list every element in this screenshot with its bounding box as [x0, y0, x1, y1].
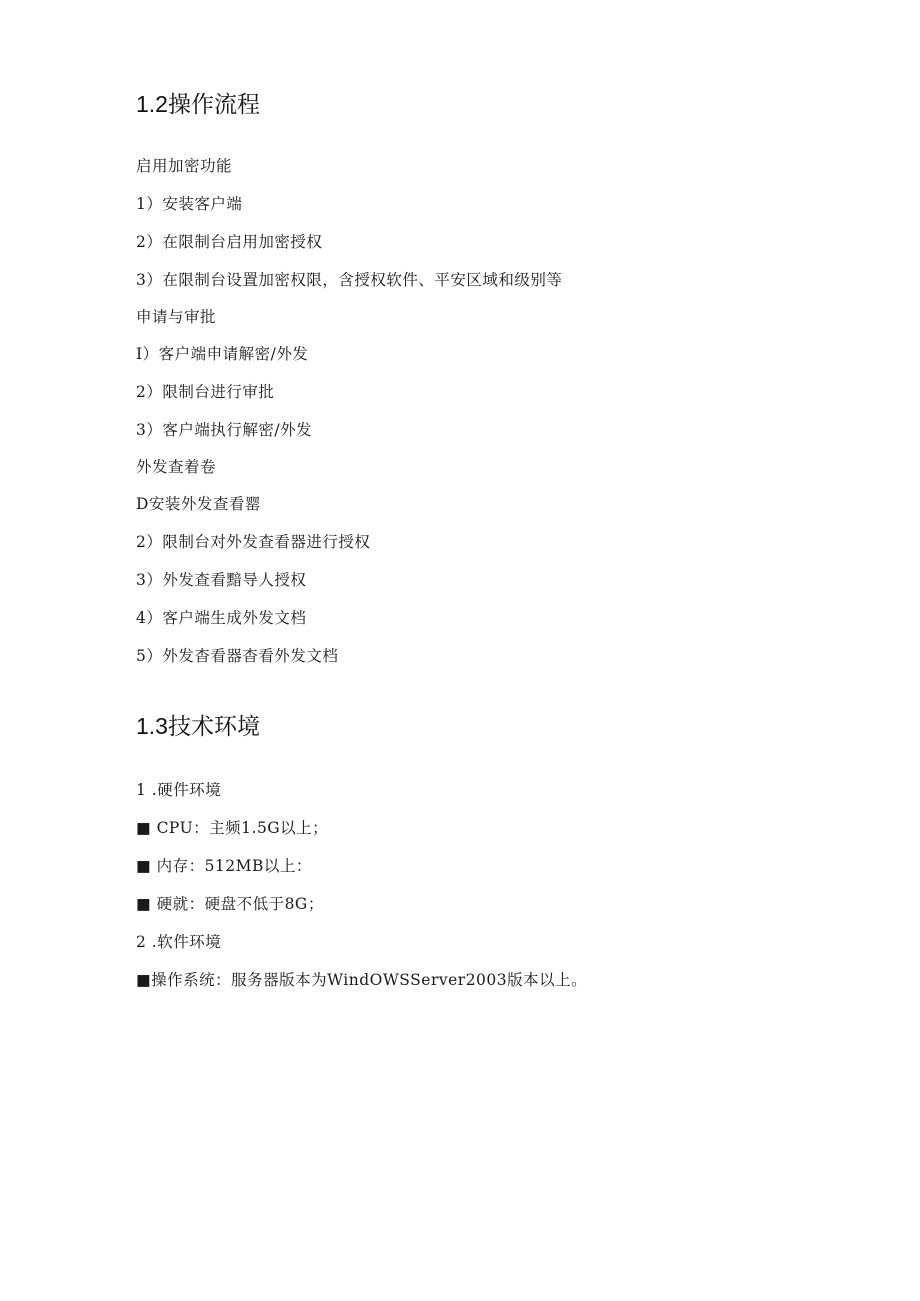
line-apply-approve: 申请与审批 — [136, 308, 217, 326]
line-install-viewer: D安装外发查看罂 — [136, 495, 261, 513]
line-client-apply: I）客户端申请解密/外发 — [136, 345, 309, 363]
line-install-client: 1）安装客户端 — [136, 195, 243, 213]
line-enable-auth: 2）在限制台启用加密授权 — [136, 233, 323, 251]
line-generate-doc: 4）客户端生成外发文档 — [136, 609, 307, 627]
line-authorize-viewer: 2）限制台对外发查看器进行授权 — [136, 533, 371, 551]
line-view-doc: 5）外发杳看器杳看外发文档 — [136, 647, 339, 665]
line-external-viewer: 外发查着卷 — [136, 458, 217, 476]
section-heading-1-2: 1.2操作流程 — [136, 91, 260, 117]
line-console-approve: 2）限制台进行审批 — [136, 383, 275, 401]
line-memory: ■ 内存：512MB以上： — [136, 857, 312, 875]
line-hardware-env: 1 .硬件环境 — [136, 781, 222, 799]
section-heading-1-3: 1.3技术环境 — [136, 713, 260, 739]
line-set-permissions: 3）在限制台设置加密权限，含授权软件、平安区域和级别等 — [136, 271, 563, 289]
line-enable-encryption: 启用加密功能 — [136, 157, 233, 175]
line-cpu: ■ CPU：主频1.5G以上； — [136, 819, 329, 837]
line-os: ■操作系统：服务器版本为WindOWSServer2003版本以上。 — [136, 971, 588, 989]
line-software-env: 2 .软件环境 — [136, 933, 222, 951]
line-disk: ■ 硬就：硬盘不低于8G； — [136, 895, 324, 913]
line-import-auth: 3）外发查看黯导人授权 — [136, 571, 307, 589]
line-client-execute: 3）客户端执行解密/外发 — [136, 421, 313, 439]
